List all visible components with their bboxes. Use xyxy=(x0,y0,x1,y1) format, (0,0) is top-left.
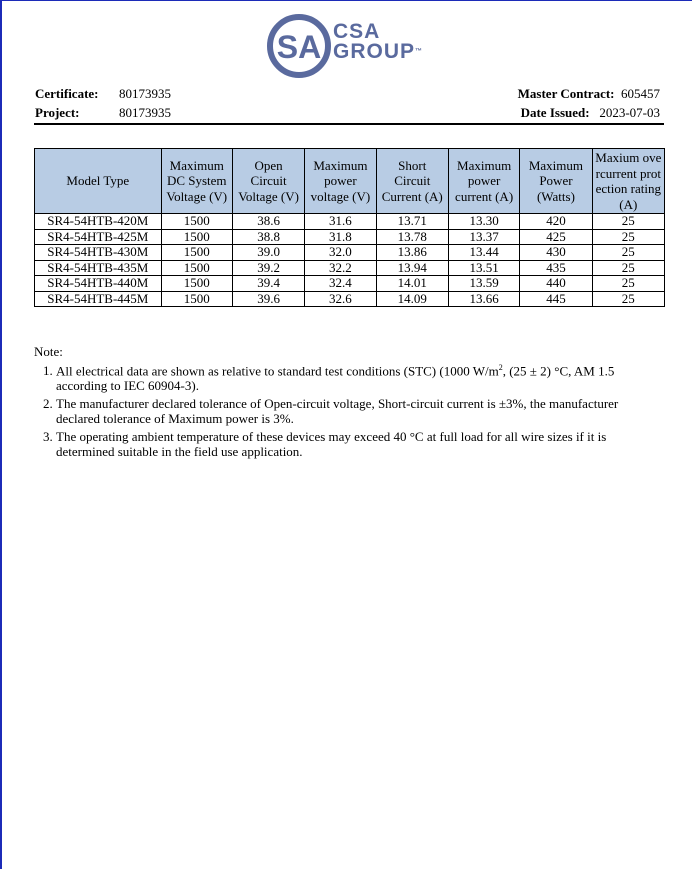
table-cell: 32.0 xyxy=(305,245,376,261)
table-cell: 13.78 xyxy=(376,229,448,245)
page-border-left xyxy=(0,0,2,869)
table-cell: 31.6 xyxy=(305,214,376,230)
table-header-row xyxy=(35,149,665,214)
certificate-line xyxy=(35,85,99,103)
table-cell: 25 xyxy=(592,276,664,292)
table-cell: 1500 xyxy=(161,245,232,261)
certificate-value: 80173935 xyxy=(119,86,171,101)
svg-text:SA: SA xyxy=(276,29,322,65)
model-type-cell: SR4-54HTB-425M xyxy=(35,229,162,245)
csa-seal-icon xyxy=(267,14,331,78)
column-header: Maximum power current (A) xyxy=(448,149,519,214)
table-cell: 13.86 xyxy=(376,245,448,261)
table-cell: 31.8 xyxy=(305,229,376,245)
master-contract-label: Master Contract: xyxy=(517,86,615,101)
notes-section xyxy=(34,344,664,462)
table-cell: 32.6 xyxy=(305,291,376,307)
table-cell: 440 xyxy=(520,276,592,292)
note-text-cont: , (25 ± 2) °C, AM 1.5 according to IEC 60904-3). xyxy=(56,362,615,394)
table-cell: 430 xyxy=(520,245,592,261)
logo-line-1: CSA xyxy=(333,20,381,43)
table-cell: 13.44 xyxy=(448,245,519,261)
model-type-cell: SR4-54HTB-430M xyxy=(35,245,162,261)
model-type-cell: SR4-54HTB-440M xyxy=(35,276,162,292)
table-cell: 1500 xyxy=(161,229,232,245)
certificate-label: Certificate: xyxy=(35,86,99,101)
logo-line-2: GROUP xyxy=(333,40,416,63)
table-cell: 14.01 xyxy=(376,276,448,292)
table-cell: 13.51 xyxy=(448,260,519,276)
table-cell: 39.6 xyxy=(232,291,304,307)
table-cell: 39.2 xyxy=(232,260,304,276)
table-row xyxy=(35,260,665,276)
note-text: All electrical data are shown as relative to standard test conditions (STC) (1000 W/m xyxy=(56,362,499,378)
project-value: 80173935 xyxy=(119,105,171,120)
table-cell: 13.71 xyxy=(376,214,448,230)
table-cell: 13.30 xyxy=(448,214,519,230)
table-cell: 1500 xyxy=(161,214,232,230)
table-cell: 13.94 xyxy=(376,260,448,276)
column-header: Maximum DC System Voltage (V) xyxy=(161,149,232,214)
note-item xyxy=(56,429,664,460)
table-cell: 14.09 xyxy=(376,291,448,307)
logo-trademark: ™ xyxy=(415,48,423,55)
column-header: Open Circuit Voltage (V) xyxy=(232,149,304,214)
column-header: Model Type xyxy=(35,149,162,214)
table-cell: 13.66 xyxy=(448,291,519,307)
page-border-top xyxy=(0,0,692,1)
table-cell: 1500 xyxy=(161,291,232,307)
model-type-cell: SR4-54HTB-420M xyxy=(35,214,162,230)
column-header: Short Circuit Current (A) xyxy=(376,149,448,214)
table-cell: 13.59 xyxy=(448,276,519,292)
date-issued-label: Date Issued: xyxy=(520,105,590,120)
table-cell: 39.4 xyxy=(232,276,304,292)
model-type-cell: SR4-54HTB-435M xyxy=(35,260,162,276)
table-cell: 420 xyxy=(520,214,592,230)
table-cell: 32.2 xyxy=(305,260,376,276)
table-row xyxy=(35,276,665,292)
table-cell: 25 xyxy=(592,229,664,245)
column-header: Maximum Power (Watts) xyxy=(520,149,592,214)
column-header: Maxium overcurrent protection rating (A) xyxy=(592,149,664,214)
notes-list xyxy=(34,360,664,460)
table-cell: 1500 xyxy=(161,276,232,292)
table-cell: 445 xyxy=(520,291,592,307)
date-issued-value: 2023-07-03 xyxy=(599,105,660,120)
table-cell: 25 xyxy=(592,245,664,261)
note-item xyxy=(56,396,664,427)
note-text: The manufacturer declared tolerance of Open-circuit voltage, Short-circuit current is ±3%, the manufacturer declared tolerance of Maximum power is 3%. xyxy=(56,395,619,427)
table-cell: 25 xyxy=(592,291,664,307)
model-type-cell: SR4-54HTB-445M xyxy=(35,291,162,307)
csa-group-logo xyxy=(267,14,437,78)
column-header: Maximum power voltage (V) xyxy=(305,149,376,214)
notes-title: Note: xyxy=(34,344,63,359)
table-cell: 435 xyxy=(520,260,592,276)
logo-text xyxy=(333,22,422,62)
project-label: Project: xyxy=(35,105,80,120)
note-item xyxy=(56,360,664,394)
electrical-ratings-table xyxy=(34,148,665,307)
table-cell: 13.37 xyxy=(448,229,519,245)
master-contract-line xyxy=(518,85,660,103)
table-cell: 32.4 xyxy=(305,276,376,292)
table-cell: 425 xyxy=(520,229,592,245)
table-row xyxy=(35,245,665,261)
table-row xyxy=(35,291,665,307)
table-cell: 38.8 xyxy=(232,229,304,245)
master-contract-value: 605457 xyxy=(621,86,660,101)
table-cell: 25 xyxy=(592,214,664,230)
project-line xyxy=(35,104,80,122)
date-issued-line xyxy=(521,104,660,122)
note-text: The operating ambient temperature of these devices may exceed 40 °C at full load for all wire sizes if it is determined suitable in the field use application. xyxy=(56,428,607,460)
header-divider xyxy=(34,123,664,125)
note-superscript: 2 xyxy=(498,362,503,372)
table-cell: 38.6 xyxy=(232,214,304,230)
table-cell: 1500 xyxy=(161,260,232,276)
table-cell: 25 xyxy=(592,260,664,276)
table-row xyxy=(35,229,665,245)
table-cell: 39.0 xyxy=(232,245,304,261)
table-row xyxy=(35,214,665,230)
